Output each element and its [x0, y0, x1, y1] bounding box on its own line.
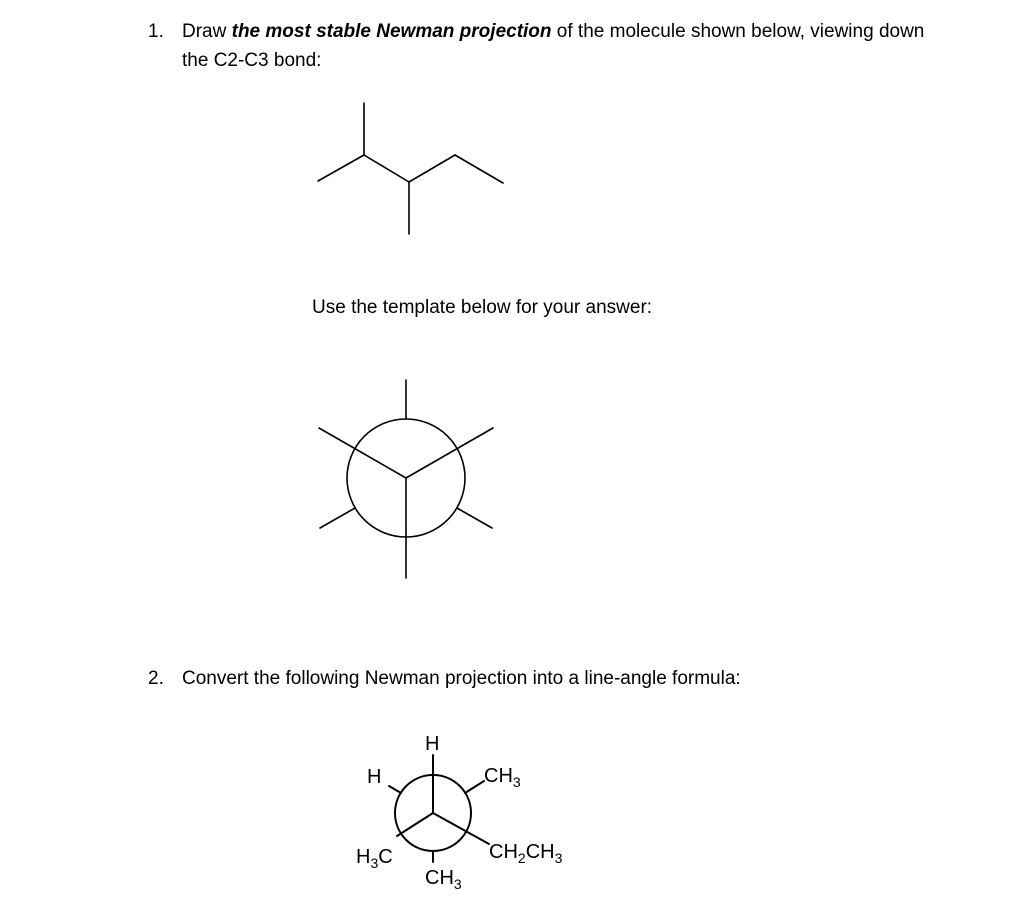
newman-question2-labels — [356, 733, 563, 892]
template-back-bond-lower-right — [457, 508, 492, 528]
question-1-rest-line2: the C2-C3 bond: — [182, 50, 322, 71]
q2-front-bond-lower-left — [397, 813, 433, 836]
newman-template — [319, 380, 493, 578]
question-2-number: 2. — [148, 668, 164, 689]
label-front-lower-right-sub-a: 2 — [517, 850, 526, 866]
label-back-upper-right-sub: 3 — [512, 774, 521, 790]
template-front-bond-upper-left — [319, 428, 406, 478]
label-front-lower-right-sub-b: 3 — [554, 850, 563, 866]
skeletal-structure — [318, 103, 503, 234]
bond-c3-c4 — [409, 155, 455, 182]
bond-c1-c2 — [318, 155, 364, 181]
question-2-text: Convert the following Newman projection into a line-angle formula: — [182, 668, 741, 689]
newman-question2 — [389, 755, 489, 862]
label-front-lower-left-h: H — [356, 846, 371, 868]
question-1-lead: Draw — [182, 21, 232, 42]
label-back-bottom-ch: CH — [425, 867, 454, 889]
label-back-bottom-ch3 — [425, 867, 462, 892]
template-back-bond-lower-left — [320, 508, 355, 528]
label-front-lower-left-sub: 3 — [370, 855, 379, 871]
template-front-bond-upper-right — [406, 428, 493, 478]
label-front-lower-right-ch-b: CH — [525, 841, 555, 863]
bond-c4-c5 — [455, 155, 503, 183]
bond-c2-c3 — [364, 155, 409, 182]
question-1-number: 1. — [148, 21, 164, 42]
label-front-lower-right-ch2ch3 — [489, 841, 563, 866]
label-back-upper-right-ch: CH — [484, 765, 513, 787]
label-front-lower-right-ch-a: CH — [489, 841, 518, 863]
label-front-top-h: H — [425, 733, 440, 755]
label-back-upper-left-h: H — [367, 766, 382, 788]
template-instruction: Use the template below for your answer: — [312, 297, 653, 318]
q2-back-bond-upper-right — [465, 781, 484, 793]
label-back-upper-right-ch3 — [484, 765, 521, 790]
question-1-rest-line1: of the molecule shown below, viewing down — [551, 21, 925, 42]
label-back-bottom-sub: 3 — [453, 876, 462, 892]
question-1-emphasis: the most stable Newman projection — [231, 21, 552, 42]
label-front-lower-left-h3c — [356, 846, 393, 871]
label-front-lower-left-c: C — [378, 846, 393, 868]
q2-back-bond-upper-left — [389, 786, 401, 793]
